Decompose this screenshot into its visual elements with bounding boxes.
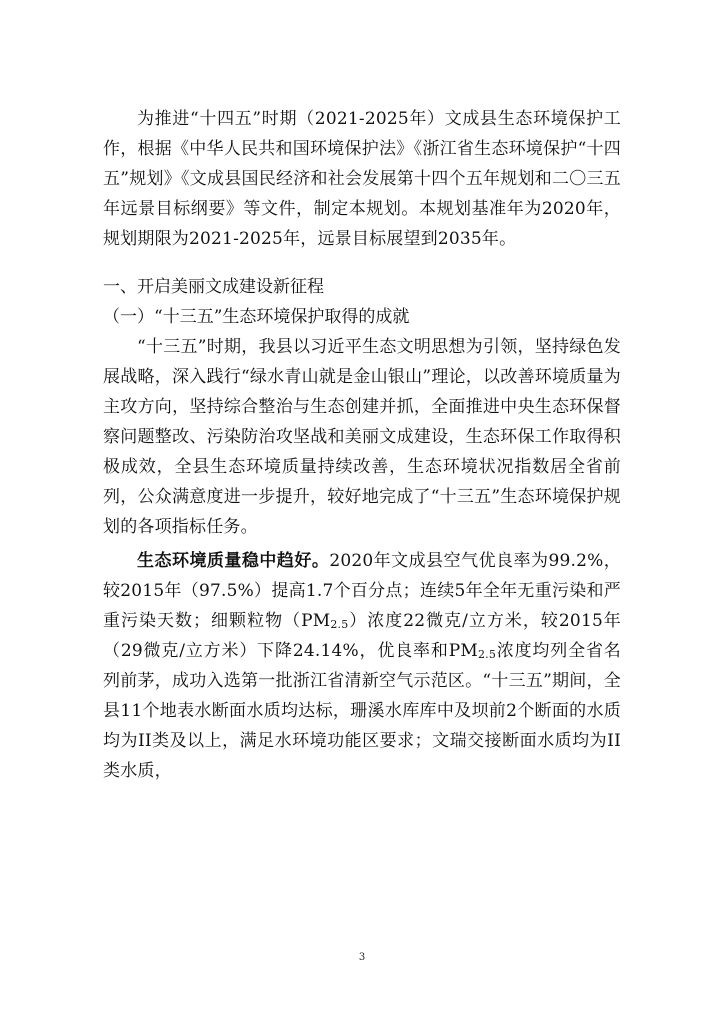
- quality-text-3: 浓度均列全省名列前茅，成功入选第一批浙江省清新空气示范区。“十三五”期间，全县11个地表水断面水质均达标，珊溪水库库中及坝前2个断面的水质均为II类及以上，满足水环境功能区要求；文瑞交接断面水质均为II类水质，: [103, 641, 621, 781]
- quality-text-2: ）浓度22微克/立方米，较2015年（29微克/立方米）下降24.14%，优良率和PM: [103, 611, 621, 661]
- subsection-heading: （一）“十三五”生态环境保护取得的成就: [103, 307, 410, 327]
- quality-text-1: 2020年文成县空气优良率为99.2%，较2015年（97.5%）提高1.7个百分点；连续5年全年无重污染和严重污染天数；细颗粒物（PM: [103, 551, 621, 631]
- pm-subscript-2: 2.5: [477, 648, 497, 661]
- intro-paragraph: 为推进“十四五”时期（2021-2025年）文成县生态环境保护工作，根据《中华人民共和国环境保护法》《浙江省生态环境保护“十四五”规划》《文成县国民经济和社会发展第十四个五年规划和二〇三五年远景目标纲要》等文件，制定本规划。本规划基准年为2020年，规划期限为2021-2025年，远景目标展望到2035年。: [103, 109, 621, 249]
- page-number: 3: [358, 952, 366, 963]
- section-heading: 一、开启美丽文成建设新征程: [103, 277, 324, 297]
- page-content: [103, 104, 621, 786]
- quality-paragraph: [103, 546, 621, 786]
- pm-subscript-1: 2.5: [330, 618, 349, 631]
- achievements-paragraph: “十三五”时期，我县以习近平生态文明思想为引领，坚持绿色发展战略，深入践行“绿水青山就是金山银山”理论，以改善环境质量为主攻方向，坚持综合整治与生态创建并抓，全面推进中央生态环保督察问题整改、污染防治攻坚战和美丽文成建设，生态环保工作取得积极成效，全县生态环境质量持续改善，生态环境状况指数居全省前列，公众满意度进一步提升，较好地完成了“十三五”生态环境保护规划的各项指标任务。: [103, 337, 621, 537]
- quality-lead: 生态环境质量稳中趋好。: [137, 551, 330, 571]
